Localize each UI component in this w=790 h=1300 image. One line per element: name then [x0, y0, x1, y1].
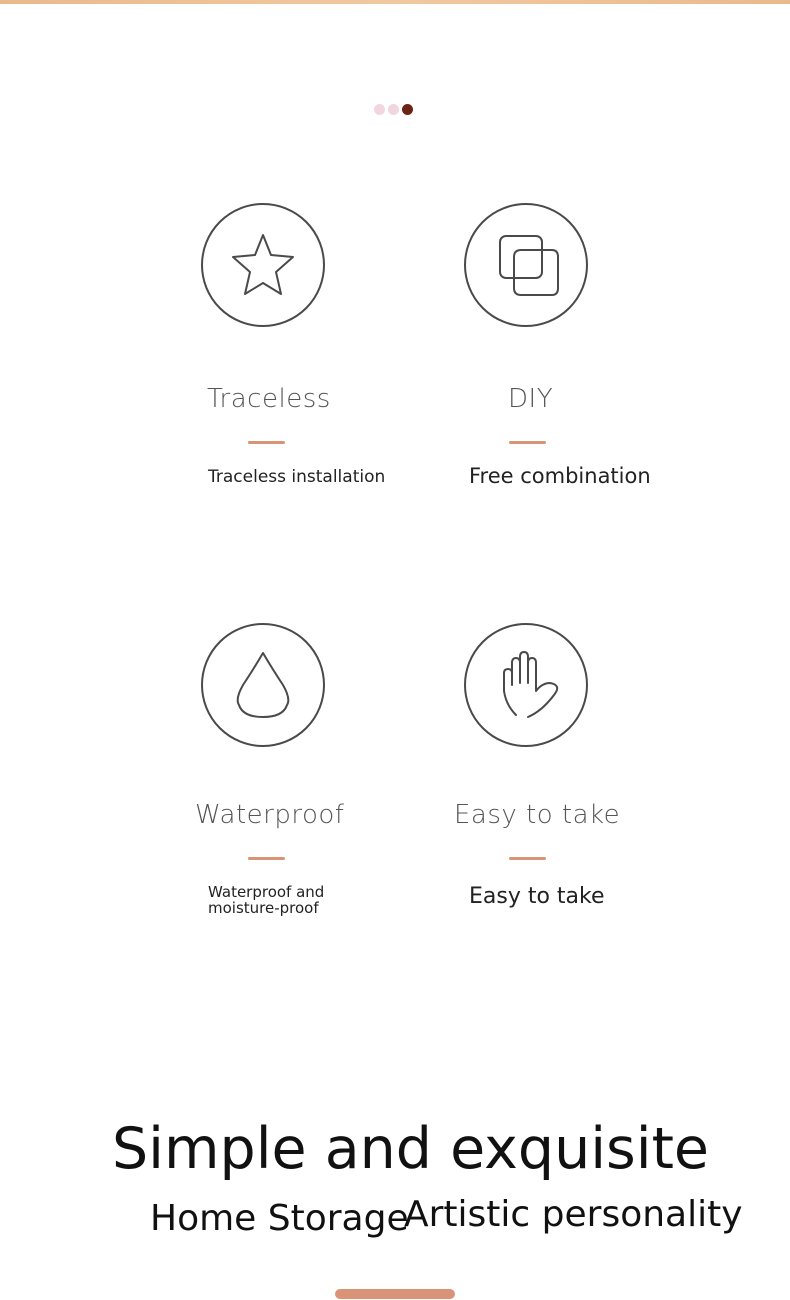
feature-desc-waterproof [208, 884, 324, 916]
banner-subtitle-right: Artistic personality [404, 1194, 743, 1235]
bottom-accent-pill [335, 1289, 455, 1299]
feature-diy-badge [464, 203, 588, 327]
top-accent-bar [0, 0, 790, 4]
feature-title-diy: DIY [508, 384, 554, 414]
carousel-indicator[interactable] [374, 104, 413, 116]
feature-desc-diy: Free combination [469, 464, 651, 488]
feature-desc-easy-to-take: Easy to take [469, 884, 605, 909]
accent-divider [248, 857, 285, 860]
feature-traceless-badge [201, 203, 325, 327]
carousel-dot-3[interactable] [402, 104, 413, 115]
hand-icon [466, 625, 586, 745]
banner-headline: Simple and exquisite [112, 1116, 709, 1182]
carousel-dot-1[interactable] [374, 104, 385, 115]
feature-title-easy-to-take: Easy to take [454, 800, 621, 830]
accent-divider [248, 441, 285, 444]
feature-desc-line: Waterproof and [208, 883, 325, 901]
feature-title-waterproof: Waterproof [195, 800, 345, 830]
feature-title-traceless: Traceless [207, 384, 331, 414]
feature-desc-traceless: Traceless installation [208, 467, 386, 487]
feature-desc-line: moisture-proof [208, 899, 319, 917]
star-icon [203, 205, 323, 325]
banner-subtitle-left: Home Storage [150, 1198, 409, 1239]
accent-divider [509, 441, 546, 444]
feature-easy-badge [464, 623, 588, 747]
layers-icon [466, 205, 586, 325]
carousel-dot-2[interactable] [388, 104, 399, 115]
water-drop-icon [203, 625, 323, 745]
accent-divider [509, 857, 546, 860]
feature-waterproof-badge [201, 623, 325, 747]
